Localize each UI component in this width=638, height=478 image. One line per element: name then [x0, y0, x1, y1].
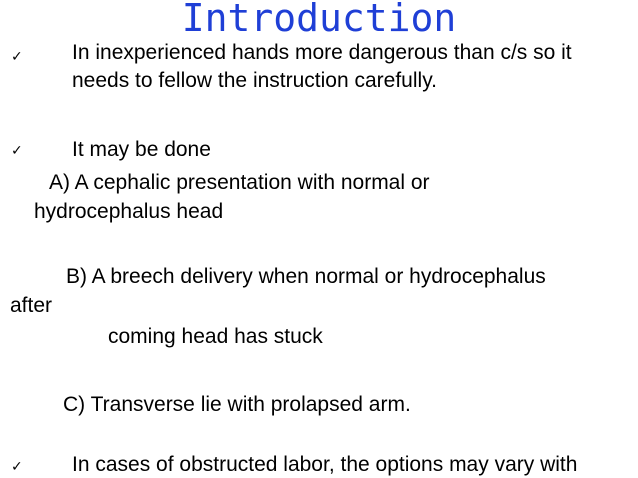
item-b-line-2: after	[10, 294, 53, 317]
item-a-line-2: hydrocephalus head	[34, 200, 224, 223]
bullet-2-line-1: It may be done	[72, 138, 211, 161]
checkmark-icon: ✓	[11, 143, 23, 159]
checkmark-icon: ✓	[11, 49, 23, 65]
item-b-line-3: coming head has stuck	[108, 325, 323, 348]
slide-title: Introduction	[181, 0, 457, 40]
item-a-line-1: A) A cephalic presentation with normal or	[49, 171, 430, 194]
checkmark-icon: ✓	[11, 459, 23, 475]
bullet-1-line-1: In inexperienced hands more dangerous than c/s so it	[72, 41, 572, 64]
bullet-1-line-2: needs to fellow the instruction carefully.	[72, 69, 437, 92]
bullet-3-line-1: In cases of obstructed labor, the options may vary with	[72, 453, 578, 476]
item-c-line-1: C) Transverse lie with prolapsed arm.	[63, 393, 411, 416]
item-b-line-1: B) A breech delivery when normal or hydrocephalus	[66, 265, 546, 288]
